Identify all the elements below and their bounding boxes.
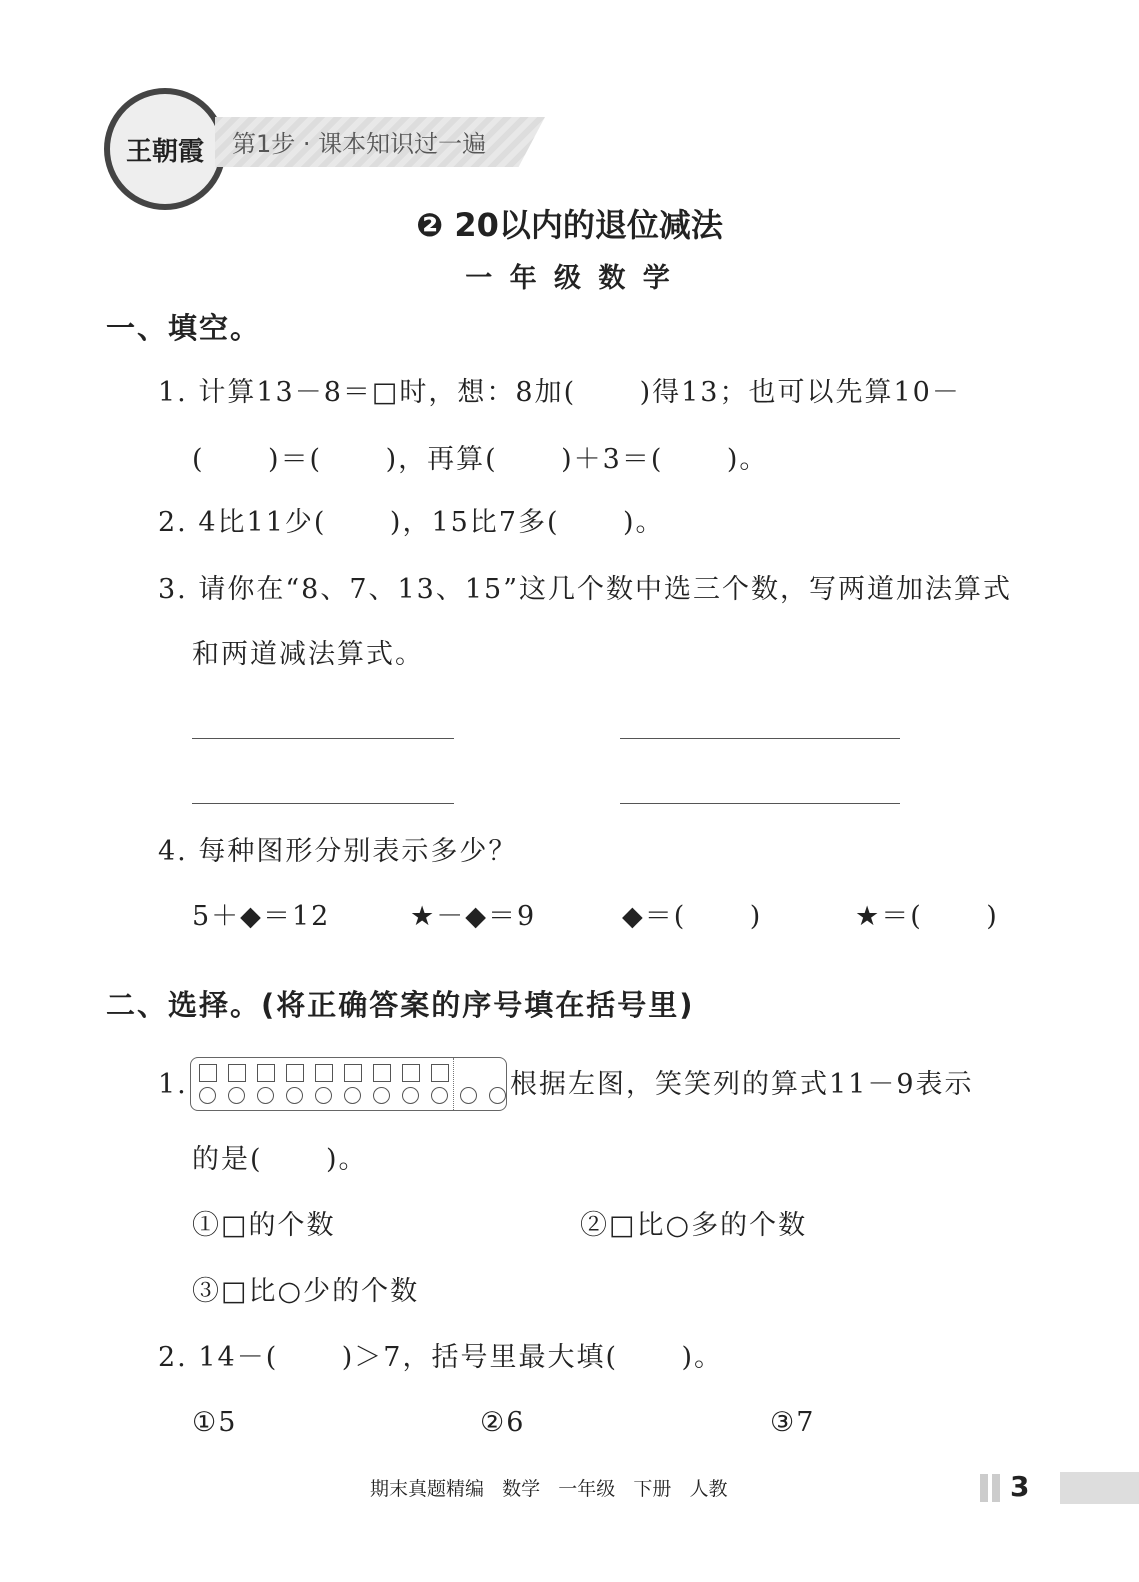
circle-shape <box>344 1087 361 1104</box>
s2-q1-option1: ①□的个数 <box>192 1210 336 1241</box>
circle-shape <box>489 1087 506 1104</box>
circle-shape <box>460 1087 477 1104</box>
circle-shape <box>373 1087 390 1104</box>
square-shape <box>402 1064 420 1082</box>
q4-answer-diamond: ◆＝( ) <box>622 901 763 932</box>
page-title: ❷ 20以内的退位减法 <box>416 206 723 244</box>
square-shape <box>199 1064 217 1082</box>
q3-line1: 3. 请你在“8、7、13、15”这几个数中选三个数，写两道加法算式 <box>158 574 1013 605</box>
footer-text: 期末真题精编 数学 一年级 下册 人教 <box>370 1478 728 1500</box>
circle-shape <box>315 1087 332 1104</box>
square-shape <box>373 1064 391 1082</box>
circle-shape <box>286 1087 303 1104</box>
q1-line2: ( )＝( )，再算( )＋3＝( )。 <box>192 444 769 475</box>
square-shape <box>257 1064 275 1082</box>
circle-shape <box>431 1087 448 1104</box>
square-shape <box>431 1064 449 1082</box>
circle-shape <box>257 1087 274 1104</box>
s2-q1-option3: ③□比○少的个数 <box>192 1276 420 1307</box>
q4-eq1: 5＋◆＝12 <box>192 901 331 932</box>
q2: 2. 4比11少( )，15比7多( )。 <box>158 507 665 538</box>
square-shape <box>286 1064 304 1082</box>
answer-line[interactable] <box>620 803 900 804</box>
section1-heading: 一、填空。 <box>106 311 262 345</box>
s2-q2-option1: ①5 <box>192 1407 238 1438</box>
circle-shape <box>199 1087 216 1104</box>
answer-line[interactable] <box>192 738 454 739</box>
square-shape <box>315 1064 333 1082</box>
circle-shape <box>402 1087 419 1104</box>
s2-q2: 2. 14－( )＞7，括号里最大填( )。 <box>158 1342 724 1373</box>
q1-line1: 1. 计算13－8＝□时，想：8加( )得13；也可以先算10－ <box>158 377 961 408</box>
square-shape <box>344 1064 362 1082</box>
answer-line[interactable] <box>192 803 454 804</box>
s2-q2-option2: ②6 <box>480 1407 526 1438</box>
s2-q2-option3: ③7 <box>770 1407 816 1438</box>
q3-line2: 和两道减法算式。 <box>192 639 424 670</box>
brand-logo <box>104 88 226 210</box>
circle-shape <box>228 1087 245 1104</box>
page-bar <box>1060 1472 1139 1504</box>
divider <box>453 1058 454 1110</box>
q4-eq2: ★－◆＝9 <box>410 901 537 932</box>
page-subtitle: 一 年 级 数 学 <box>465 263 674 294</box>
page-number: 3 <box>1010 1470 1030 1503</box>
q4: 4. 每种图形分别表示多少？ <box>158 836 518 867</box>
s2-q1-line2: 的是( )。 <box>192 1144 368 1175</box>
answer-line[interactable] <box>620 738 900 739</box>
step-label: 第1步 · 课本知识过一遍 <box>232 130 487 158</box>
logo-text: 王朝霞 <box>125 136 204 167</box>
s2-q1-number: 1. <box>158 1069 188 1100</box>
q4-answer-star: ★＝( ) <box>855 901 999 932</box>
s2-q1-option2: ②□比○多的个数 <box>580 1210 808 1241</box>
squares-circles-figure <box>190 1057 507 1111</box>
square-shape <box>228 1064 246 1082</box>
section2-heading: 二、选择。(将正确答案的序号填在括号里) <box>106 988 695 1022</box>
s2-q1-line1: 根据左图，笑笑列的算式11－9表示 <box>510 1069 974 1100</box>
page-decoration <box>980 1474 1000 1502</box>
